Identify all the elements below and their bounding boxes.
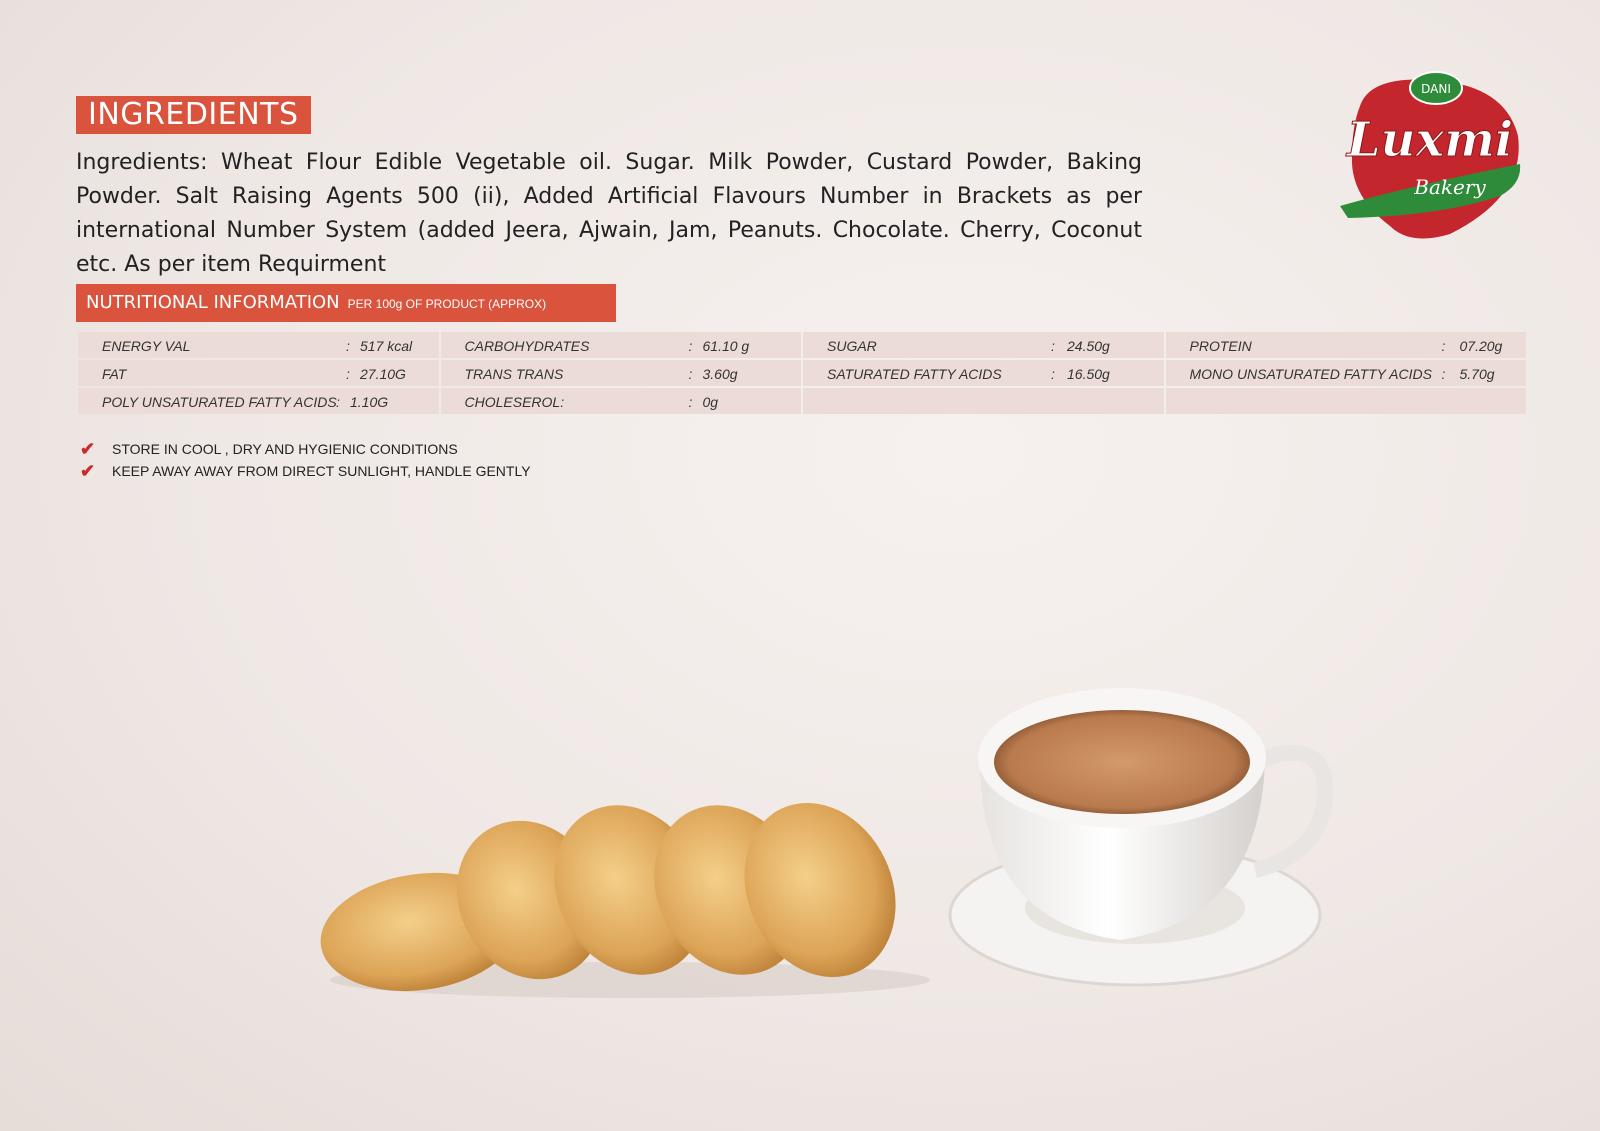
nutrient-label: FAT bbox=[102, 366, 127, 382]
storage-text: STORE IN COOL , DRY AND HYGIENIC CONDITIONS bbox=[112, 441, 458, 457]
nutrition-cell: FAT : 27.10G bbox=[78, 360, 439, 386]
logo-top-text: DANI bbox=[1421, 82, 1451, 96]
nutrient-value: 0g bbox=[702, 394, 719, 410]
table-row bbox=[78, 388, 1526, 414]
storage-instructions bbox=[80, 438, 531, 482]
nutrient-label: MONO UNSATURATED FATTY ACIDS bbox=[1189, 366, 1432, 382]
nutrient-value: 27.10G bbox=[360, 366, 406, 382]
nutrition-title: NUTRITIONAL INFORMATION bbox=[86, 292, 340, 313]
checkmark-icon: ✔ bbox=[80, 438, 96, 459]
nutrition-cell-empty bbox=[1166, 388, 1527, 414]
nutrient-value: 24.50g bbox=[1067, 338, 1110, 354]
nutrition-cell: CARBOHYDRATES : 61.10 g bbox=[441, 332, 802, 358]
nutrient-value: 16.50g bbox=[1067, 366, 1110, 382]
nutrient-label: POLY UNSATURATED FATTY ACIDS bbox=[102, 394, 337, 410]
nutrition-cell: ENERGY VAL : 517 kcal bbox=[78, 332, 439, 358]
storage-text: KEEP AWAY AWAY FROM DIRECT SUNLIGHT, HANDLE GENTLY bbox=[112, 463, 531, 479]
nutrient-value: 3.60g bbox=[702, 366, 738, 382]
nutrition-cell: SATURATED FATTY ACIDS : 16.50g bbox=[803, 360, 1164, 386]
nutrition-header bbox=[76, 284, 616, 322]
logo-sub-text: Bakery bbox=[1414, 175, 1486, 199]
nutrition-cell: CHOLESEROL: : 0g bbox=[441, 388, 802, 414]
cookies-and-tea-image bbox=[320, 640, 1380, 1020]
nutrition-cell: MONO UNSATURATED FATTY ACIDS : 5.70g bbox=[1166, 360, 1527, 386]
nutrient-label: CARBOHYDRATES bbox=[464, 338, 590, 354]
logo-brand-text: Luxmi bbox=[1346, 112, 1514, 168]
nutrient-value: 517 kcal bbox=[360, 338, 413, 354]
brand-logo bbox=[1330, 66, 1530, 246]
table-row bbox=[78, 360, 1526, 386]
nutrient-value: 61.10 g bbox=[702, 338, 750, 354]
nutrition-cell-empty bbox=[803, 388, 1164, 414]
nutrient-value: 5.70g bbox=[1459, 366, 1495, 382]
nutrition-cell: SUGAR : 24.50g bbox=[803, 332, 1164, 358]
nutrient-label: CHOLESEROL: bbox=[464, 394, 565, 410]
nutrient-label: PROTEIN bbox=[1189, 338, 1252, 354]
nutrition-cell: PROTEIN : 07.20g bbox=[1166, 332, 1527, 358]
list-item bbox=[80, 438, 531, 460]
nutrition-cell: POLY UNSATURATED FATTY ACIDS : 1.10G bbox=[78, 388, 439, 414]
nutrient-value: 07.20g bbox=[1459, 338, 1503, 354]
list-item bbox=[80, 460, 531, 482]
nutrition-subtitle: PER 100g OF PRODUCT (APPROX) bbox=[347, 297, 547, 311]
ingredients-text: Ingredients: Wheat Flour Edible Vegetable oil. Sugar. Milk Powder, Custard Powder, Baking Powder. Salt Raising Agents 500 (ii), Added Artificial Flavours Number in Brackets as per international Number System (added Jeera, Ajwain, Jam, Peanuts. Chocolate. Cherry, Coconut etc. As per item Requirment bbox=[76, 150, 1142, 277]
nutrition-cell: TRANS TRANS : 3.60g bbox=[441, 360, 802, 386]
ingredients-heading: INGREDIENTS bbox=[76, 96, 311, 134]
nutrient-label: SUGAR bbox=[827, 338, 877, 354]
checkmark-icon: ✔ bbox=[80, 460, 96, 481]
nutrient-label: ENERGY VAL bbox=[102, 338, 191, 354]
nutrition-table bbox=[76, 330, 1528, 416]
nutrient-label: SATURATED FATTY ACIDS bbox=[827, 366, 1002, 382]
table-row bbox=[78, 332, 1526, 358]
nutrient-value: 1.10G bbox=[350, 394, 389, 410]
nutrient-label: TRANS TRANS bbox=[464, 366, 564, 382]
